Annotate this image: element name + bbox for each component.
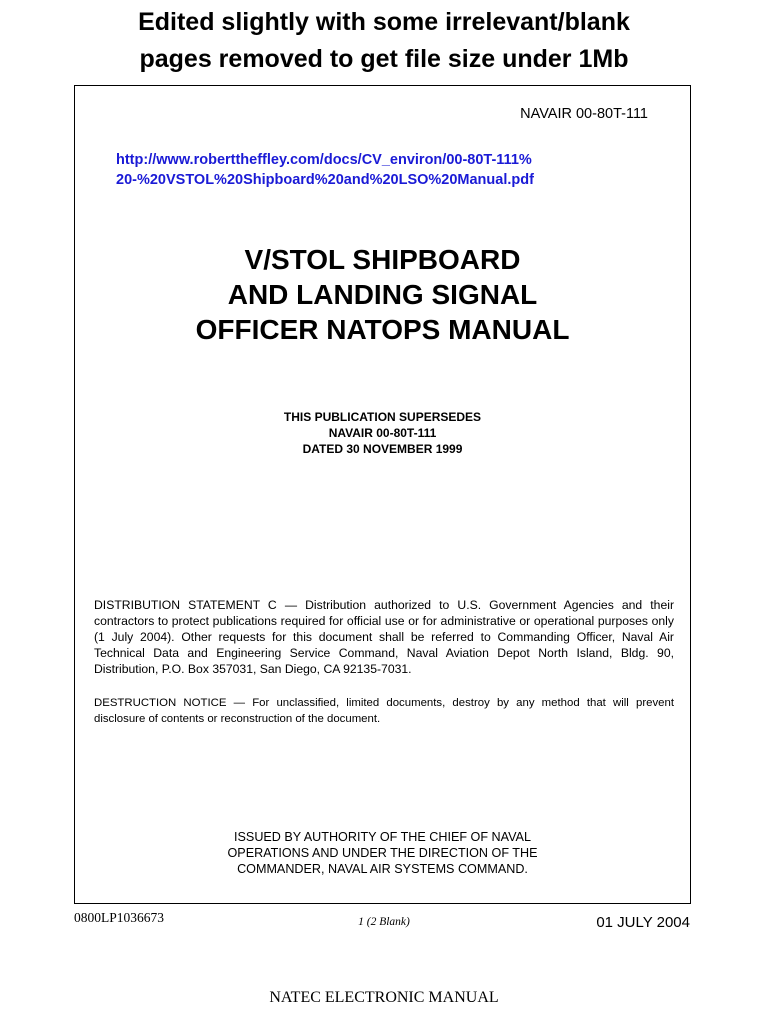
supersedes-line-2: NAVAIR 00-80T-111 [328, 426, 437, 440]
title-line-3: OFFICER NATOPS MANUAL [195, 314, 570, 345]
edit-note [0, 4, 768, 78]
document-title [75, 242, 690, 347]
destruction-notice: DESTRUCTION NOTICE — For unclassified, limited documents, destroy by any method that will prevent disclosure of contents or reconstruction of the document. [94, 697, 674, 725]
source-url-link[interactable] [116, 150, 534, 190]
footer-code: 0800LP1036673 [74, 910, 165, 925]
document-number: NAVAIR 00-80T-111 [520, 106, 648, 122]
supersedes-line-1: THIS PUBLICATION SUPERSEDES [283, 410, 482, 424]
footer-date: 01 JULY 2004 [596, 914, 690, 931]
edit-note-line-1: Edited slightly with some irrelevant/blank [138, 8, 630, 36]
issued-by-block [75, 829, 690, 877]
issued-by-line-1: ISSUED BY AUTHORITY OF THE CHIEF OF NAVAL [234, 830, 531, 844]
supersedes-block [75, 409, 690, 457]
issued-by-line-3: COMMANDER, NAVAL AIR SYSTEMS COMMAND. [237, 862, 528, 876]
source-url-line-1: http://www.roberttheffley.com/docs/CV_environ/00-80T-111% [116, 152, 532, 168]
issued-by-line-2: OPERATIONS AND UNDER THE DIRECTION OF THE [227, 846, 538, 860]
natec-note: NATEC ELECTRONIC MANUAL [269, 989, 499, 1006]
footer-page-number: 1 (2 Blank) [358, 916, 410, 928]
cover-page-frame [74, 85, 691, 904]
title-line-1: V/STOL SHIPBOARD [244, 244, 521, 275]
supersedes-line-3: DATED 30 NOVEMBER 1999 [302, 442, 463, 456]
distribution-statement: DISTRIBUTION STATEMENT C — Distribution authorized to U.S. Government Agencies and their contractors to protect publications required for official use or for administrative or operational purposes only (1 July 2004). Other requests for this document shall be referred to Commanding Officer, Naval Air Technical Data and Engineering Service Command, Naval Aviation Depot North Island, Bldg. 90, Distribution, P.O. Box 357031, San Diego, CA 92135-7031. [94, 598, 674, 676]
source-url-line-2: 20-%20VSTOL%20Shipboard%20and%20LSO%20Manual.pdf [116, 172, 534, 188]
title-line-2: AND LANDING SIGNAL [227, 279, 538, 310]
edit-note-line-2: pages removed to get file size under 1Mb [139, 45, 629, 73]
